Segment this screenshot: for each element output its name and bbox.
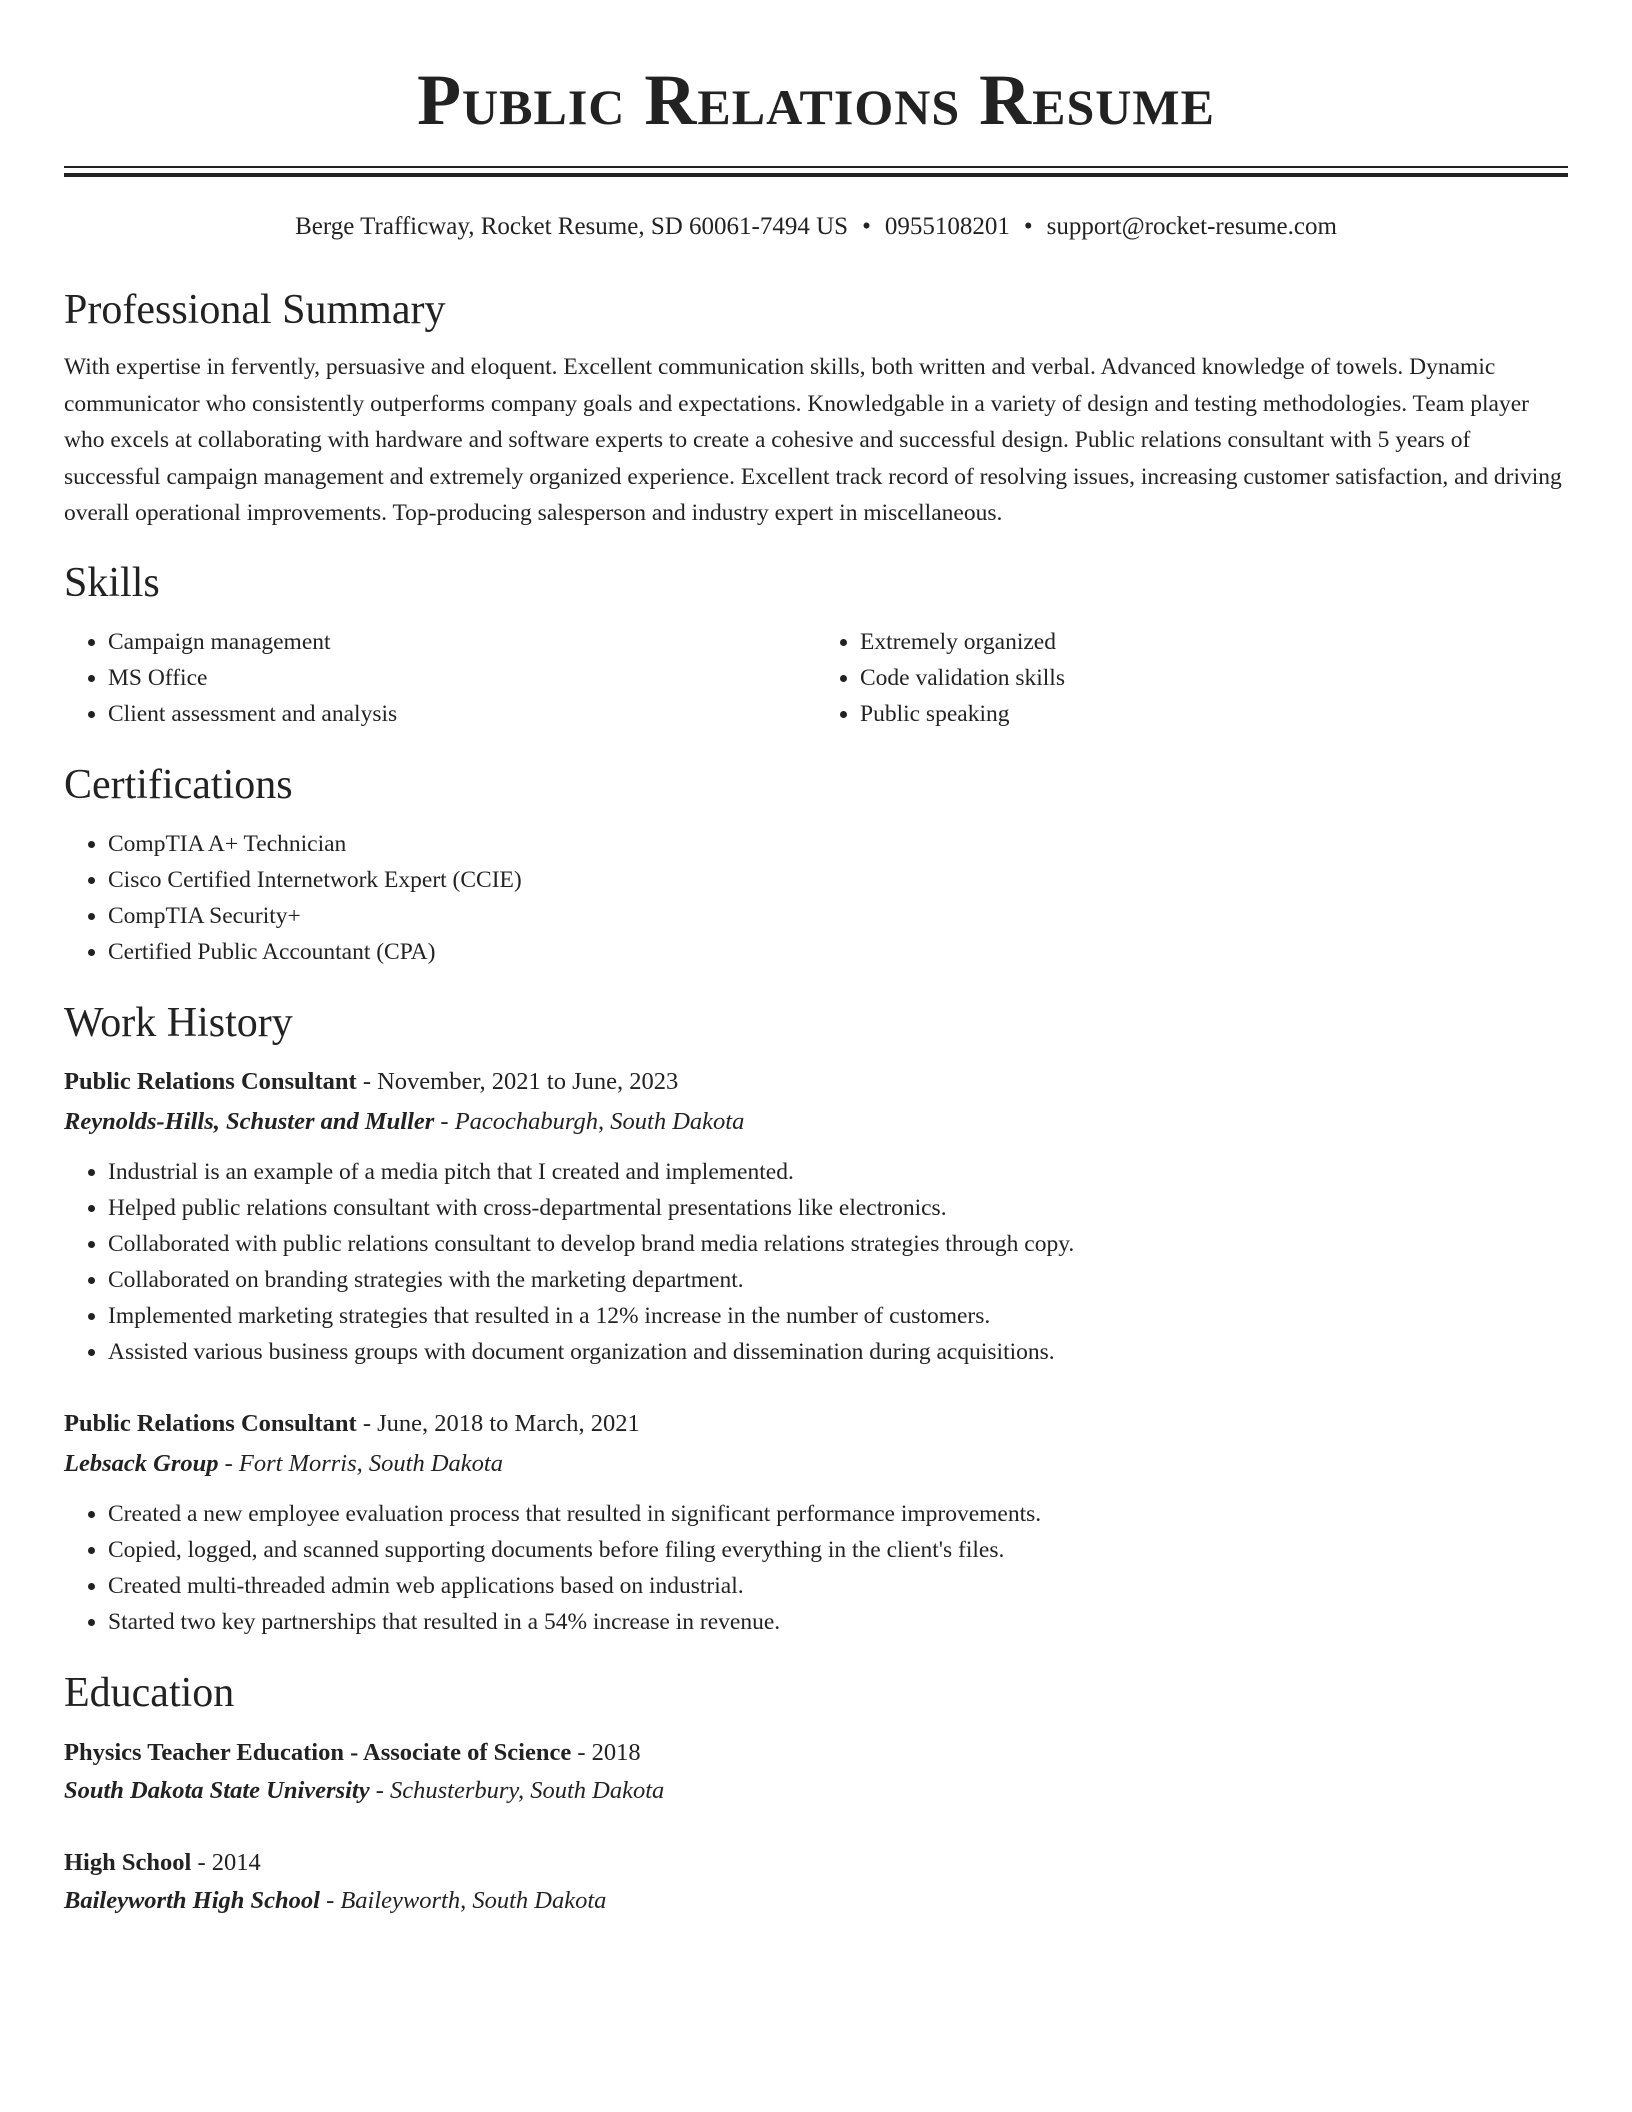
certifications-section <box>64 760 1568 970</box>
work-history-section <box>64 998 1568 1640</box>
certification-item: • CompTIA A+ Technician <box>108 826 1568 862</box>
job-bullet: • Copied, logged, and scanned supporting documents before filing everything in the client's files. <box>108 1532 1568 1568</box>
contact-email: support@rocket-resume.com <box>1046 213 1337 240</box>
job-title: Public Relations Consultant <box>64 1067 357 1095</box>
education-school-line <box>64 1772 1568 1810</box>
education-school: South Dakota State University <box>64 1776 370 1804</box>
skills-list-right <box>816 624 1568 732</box>
contact-address: Berge Trafficway, Rocket Resume, SD 60061-7494 US <box>295 213 849 240</box>
job-bullet: • Helped public relations consultant with cross-departmental presentations like electronics. <box>108 1190 1568 1226</box>
work-history-heading: Work History <box>64 999 293 1046</box>
job-company-line <box>64 1102 1568 1142</box>
job-title: Public Relations Consultant <box>64 1409 357 1437</box>
skills-columns <box>64 624 1568 732</box>
skill-item: • Extremely organized <box>860 624 1568 660</box>
job-bullet: • Assisted various business groups with document organization and dissemination during acquisitions. <box>108 1334 1568 1370</box>
job-bullets <box>64 1154 1568 1370</box>
job-bullet: • Started two key partnerships that resulted in a 54% increase in revenue. <box>108 1604 1568 1640</box>
certifications-list <box>64 826 1568 970</box>
education-entry <box>64 1734 1568 1810</box>
education-year: - 2014 <box>191 1848 261 1876</box>
job-title-line <box>64 1062 1568 1102</box>
education-degree-line <box>64 1844 1568 1882</box>
job-entry <box>64 1062 1568 1370</box>
skills-heading: Skills <box>64 559 160 606</box>
skill-item: • Client assessment and analysis <box>108 696 816 732</box>
education-entry <box>64 1844 1568 1920</box>
job-dates: - November, 2021 to June, 2023 <box>356 1067 679 1095</box>
education-location: - Schusterbury, South Dakota <box>369 1776 665 1804</box>
job-location: - Pacochaburgh, South Dakota <box>434 1107 745 1135</box>
skill-item: • Public speaking <box>860 696 1568 732</box>
education-year: - 2018 <box>571 1738 641 1766</box>
education-location: - Baileyworth, South Dakota <box>319 1886 607 1914</box>
job-bullet: • Collaborated on branding strategies with the marketing department. <box>108 1262 1568 1298</box>
job-bullet: • Created multi-threaded admin web applications based on industrial. <box>108 1568 1568 1604</box>
education-degree: High School <box>64 1848 192 1876</box>
summary-text: With expertise in fervently, persuasive and eloquent. Excellent communication skills, both written and verbal. Advanced knowledge of towels. Dynamic communicator who consistently outperforms company goals and expectations. Knowledgable in a variety of design and testing methodologies. Team player who excels at collaborating with hardware and software experts to create a cohesive and successful design. Public relations consultant with 5 years of successful campaign management and extremely organized experience. Excellent track record of resolving issues, increasing customer satisfaction, and driving overall operational improvements. Top-producing salesperson and industry expert in miscellaneous. <box>64 354 1562 526</box>
education-degree: Physics Teacher Education - Associate of Science <box>64 1738 572 1766</box>
job-bullet: • Implemented marketing strategies that resulted in a 12% increase in the number of customers. <box>108 1298 1568 1334</box>
skill-item: • Campaign management <box>108 624 816 660</box>
certification-item: • Certified Public Accountant (CPA) <box>108 934 1568 970</box>
job-dates: - June, 2018 to March, 2021 <box>356 1409 640 1437</box>
contact-phone: 0955108201 <box>884 213 1010 240</box>
contact-line <box>64 211 1568 243</box>
education-section <box>64 1668 1568 1920</box>
skills-list-left <box>64 624 816 732</box>
job-bullet: • Created a new employee evaluation process that resulted in significant performance improvements. <box>108 1496 1568 1532</box>
skills-section <box>64 558 1568 732</box>
job-bullet: • Collaborated with public relations consultant to develop brand media relations strategies through copy. <box>108 1226 1568 1262</box>
certifications-heading: Certifications <box>64 761 293 808</box>
job-bullet: • Industrial is an example of a media pitch that I created and implemented. <box>108 1154 1568 1190</box>
job-company: Reynolds-Hills, Schuster and Muller <box>64 1107 435 1135</box>
job-title-line <box>64 1404 1568 1444</box>
page-title: Public Relations Resume <box>417 60 1215 140</box>
job-company-line <box>64 1444 1568 1484</box>
certification-item: • CompTIA Security+ <box>108 898 1568 934</box>
title-double-rule <box>64 166 1568 177</box>
education-school: Baileyworth High School <box>64 1886 320 1914</box>
certification-item: • Cisco Certified Internetwork Expert (CCIE) <box>108 862 1568 898</box>
contact-separator: • <box>862 213 871 240</box>
job-entry <box>64 1404 1568 1640</box>
resume-page <box>64 0 1568 1920</box>
job-location: - Fort Morris, South Dakota <box>218 1449 503 1477</box>
job-bullets <box>64 1496 1568 1640</box>
skill-item: • MS Office <box>108 660 816 696</box>
skill-item: • Code validation skills <box>860 660 1568 696</box>
contact-separator: • <box>1023 213 1033 240</box>
education-heading: Education <box>64 1669 235 1716</box>
education-school-line <box>64 1882 1568 1920</box>
job-company: Lebsack Group <box>64 1449 219 1477</box>
summary-heading: Professional Summary <box>64 287 446 333</box>
summary-section <box>64 285 1568 532</box>
education-degree-line <box>64 1734 1568 1772</box>
